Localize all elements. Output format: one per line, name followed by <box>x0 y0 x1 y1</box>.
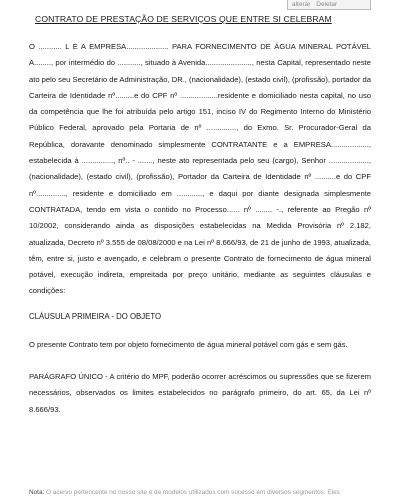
sole-paragraph: PARÁGRAFO ÚNICO - A critério do MPF, poderão ocorrer acréscimos ou supressões que se fizerem necessários, observados os limites estabelecidos no parágrafo primeiro, do art. 65, da Lei nº 8.666/93. <box>29 372 371 414</box>
clause-heading: CLÁUSULA PRIMEIRA - DO OBJETO <box>29 311 162 321</box>
edit-delete-box <box>287 0 371 10</box>
intro-paragraph: O ........... L E A EMPRESA.................... PARA FORNECIMENTO DE ÁGUA MINERAL POTÁVEL A........, por intermédio do ..........., situado à Avenida......................, nesta Capital, representado neste ato pelo seu Secretário de Administração, DR., (nacionalidade), (estado civil), (profissão), portador da Carteira de Identidade nº.........e do CPF nº ..................residente e domiciliado nesta capital, no uso da competência que lhe foi atribuída pelo artigo 151, inciso IV do Regimento Interno do Ministério Público Federal, aprovado pela Portaria de nº .............., do Exmo. Sr. Procurador-Geral da República, doravante denominado simplesmente CONTRATANTE e a EMPRESA.................., estabelecida à ..............., nº.. - ......., neste ato representada pelo seu (cargo), Senhor ..................., (nacionalidade), (estado civil), (profissão), Portador da Carteira de Identidade nº ..........e do CPF nº.............., residente e domiciliado em ............, e daqui por diante designada simplesmente CONTRATADA, tendo em vista o contido no Processo...... nº ........ -., referente ao Pregão nº 10/2002, considerando ainda as disposições estabelecidas na Medida Provisória nº 2.182, atualizada, Decreto nº 3.555 de 08/08/2000 e na Lei nº 8.666/93, de 21 de junho de 1993, atualizada, têm, entre si, justo e avençado, e celebram o presente Contrato de fornecimento de água mineral potável, execução indireta, empreitada por preço unitário, mediante as seguintes cláusulas e condições: <box>29 42 371 296</box>
edit-link[interactable]: alterar <box>292 1 311 8</box>
contract-page <box>29 14 371 418</box>
delete-link[interactable]: Deletar <box>316 1 338 8</box>
note-text: O acervo pertencente no nosso site é de modelos utilizados com sucesso em diversos segmentos. Eles <box>44 489 340 496</box>
note-label: Nota: <box>29 489 45 496</box>
contract-title: CONTRATO DE PRESTAÇÃO DE SERVIÇOS QUE ENTRE SI CELEBRAM <box>35 14 332 24</box>
object-paragraph: O presente Contrato tem por objeto fornecimento de água mineral potável com gás e sem gás. <box>29 339 348 349</box>
footer-note <box>29 489 389 496</box>
